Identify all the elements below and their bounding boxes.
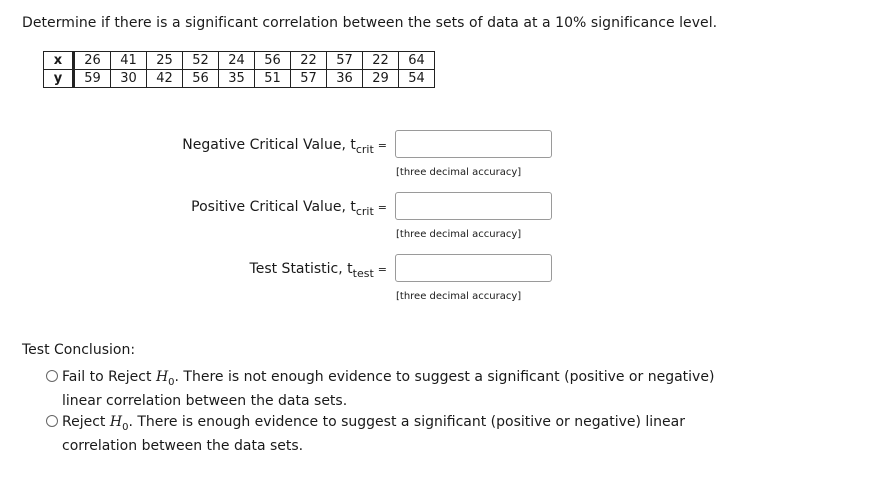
- equals-sign: =: [377, 201, 387, 214]
- x-cell: 57: [327, 52, 363, 70]
- x-cell: 25: [147, 52, 183, 70]
- equals-sign: =: [377, 263, 387, 276]
- radio-button[interactable]: [46, 370, 58, 382]
- x-cell: 22: [291, 52, 327, 70]
- test-statistic-input[interactable]: [395, 254, 552, 282]
- positive-critical-hint: [three decimal accuracy]: [396, 229, 522, 240]
- fail-to-reject-text: [62, 368, 736, 410]
- x-cell: 41: [111, 52, 147, 70]
- h-subscript: 0: [168, 376, 175, 388]
- question-prompt: Determine if there is a significant correlation between the sets of data at a 10% significance level.: [22, 15, 718, 31]
- x-row: [44, 52, 435, 70]
- positive-critical-label-text: Positive Critical Value, t: [191, 199, 356, 215]
- y-cell: 42: [147, 70, 183, 88]
- x-cell: 24: [219, 52, 255, 70]
- x-row-label: x: [44, 52, 74, 70]
- y-row-label: y: [44, 70, 74, 88]
- h-subscript: 0: [122, 421, 129, 433]
- test-statistic-subscript: test: [352, 267, 374, 280]
- negative-critical-hint: [three decimal accuracy]: [396, 167, 522, 178]
- negative-critical-input[interactable]: [395, 130, 552, 158]
- test-statistic-label-text: Test Statistic, t: [249, 261, 353, 277]
- y-cell: 36: [327, 70, 363, 88]
- option-body: . There is not enough evidence to suggest a significant (positive or negative) linear correlation between the data sets.: [62, 369, 715, 409]
- equals-sign: =: [377, 139, 387, 152]
- y-cell: 57: [291, 70, 327, 88]
- test-statistic-hint: [three decimal accuracy]: [396, 291, 522, 302]
- y-cell: 59: [74, 70, 111, 88]
- negative-critical-label: [182, 137, 387, 156]
- negative-critical-label-text: Negative Critical Value, t: [182, 137, 356, 153]
- y-cell: 29: [363, 70, 399, 88]
- data-table: [43, 51, 435, 88]
- positive-critical-subscript: crit: [355, 205, 374, 218]
- option-body: . There is enough evidence to suggest a significant (positive or negative) linear correlation between the data sets.: [62, 414, 685, 454]
- negative-critical-subscript: crit: [355, 143, 374, 156]
- test-statistic-row: [0, 254, 387, 284]
- positive-critical-label: [191, 199, 387, 218]
- reject-option[interactable]: [46, 413, 736, 455]
- x-cell: 22: [363, 52, 399, 70]
- test-conclusion-title: Test Conclusion:: [22, 342, 136, 358]
- y-cell: 51: [255, 70, 291, 88]
- radio-button[interactable]: [46, 415, 58, 427]
- x-cell: 56: [255, 52, 291, 70]
- positive-critical-input[interactable]: [395, 192, 552, 220]
- test-statistic-label: [250, 261, 387, 280]
- option-prefix: Reject: [62, 414, 110, 430]
- negative-critical-row: [0, 130, 387, 160]
- fail-to-reject-option[interactable]: [46, 368, 736, 410]
- x-cell: 26: [74, 52, 111, 70]
- y-cell: 54: [399, 70, 435, 88]
- y-cell: 35: [219, 70, 255, 88]
- y-cell: 56: [183, 70, 219, 88]
- positive-critical-row: [0, 192, 387, 222]
- h-symbol: H: [109, 414, 123, 430]
- x-cell: 64: [399, 52, 435, 70]
- h-symbol: H: [155, 369, 169, 385]
- x-cell: 52: [183, 52, 219, 70]
- y-row: [44, 70, 435, 88]
- y-cell: 30: [111, 70, 147, 88]
- reject-text: [62, 413, 736, 455]
- option-prefix: Fail to Reject: [62, 369, 156, 385]
